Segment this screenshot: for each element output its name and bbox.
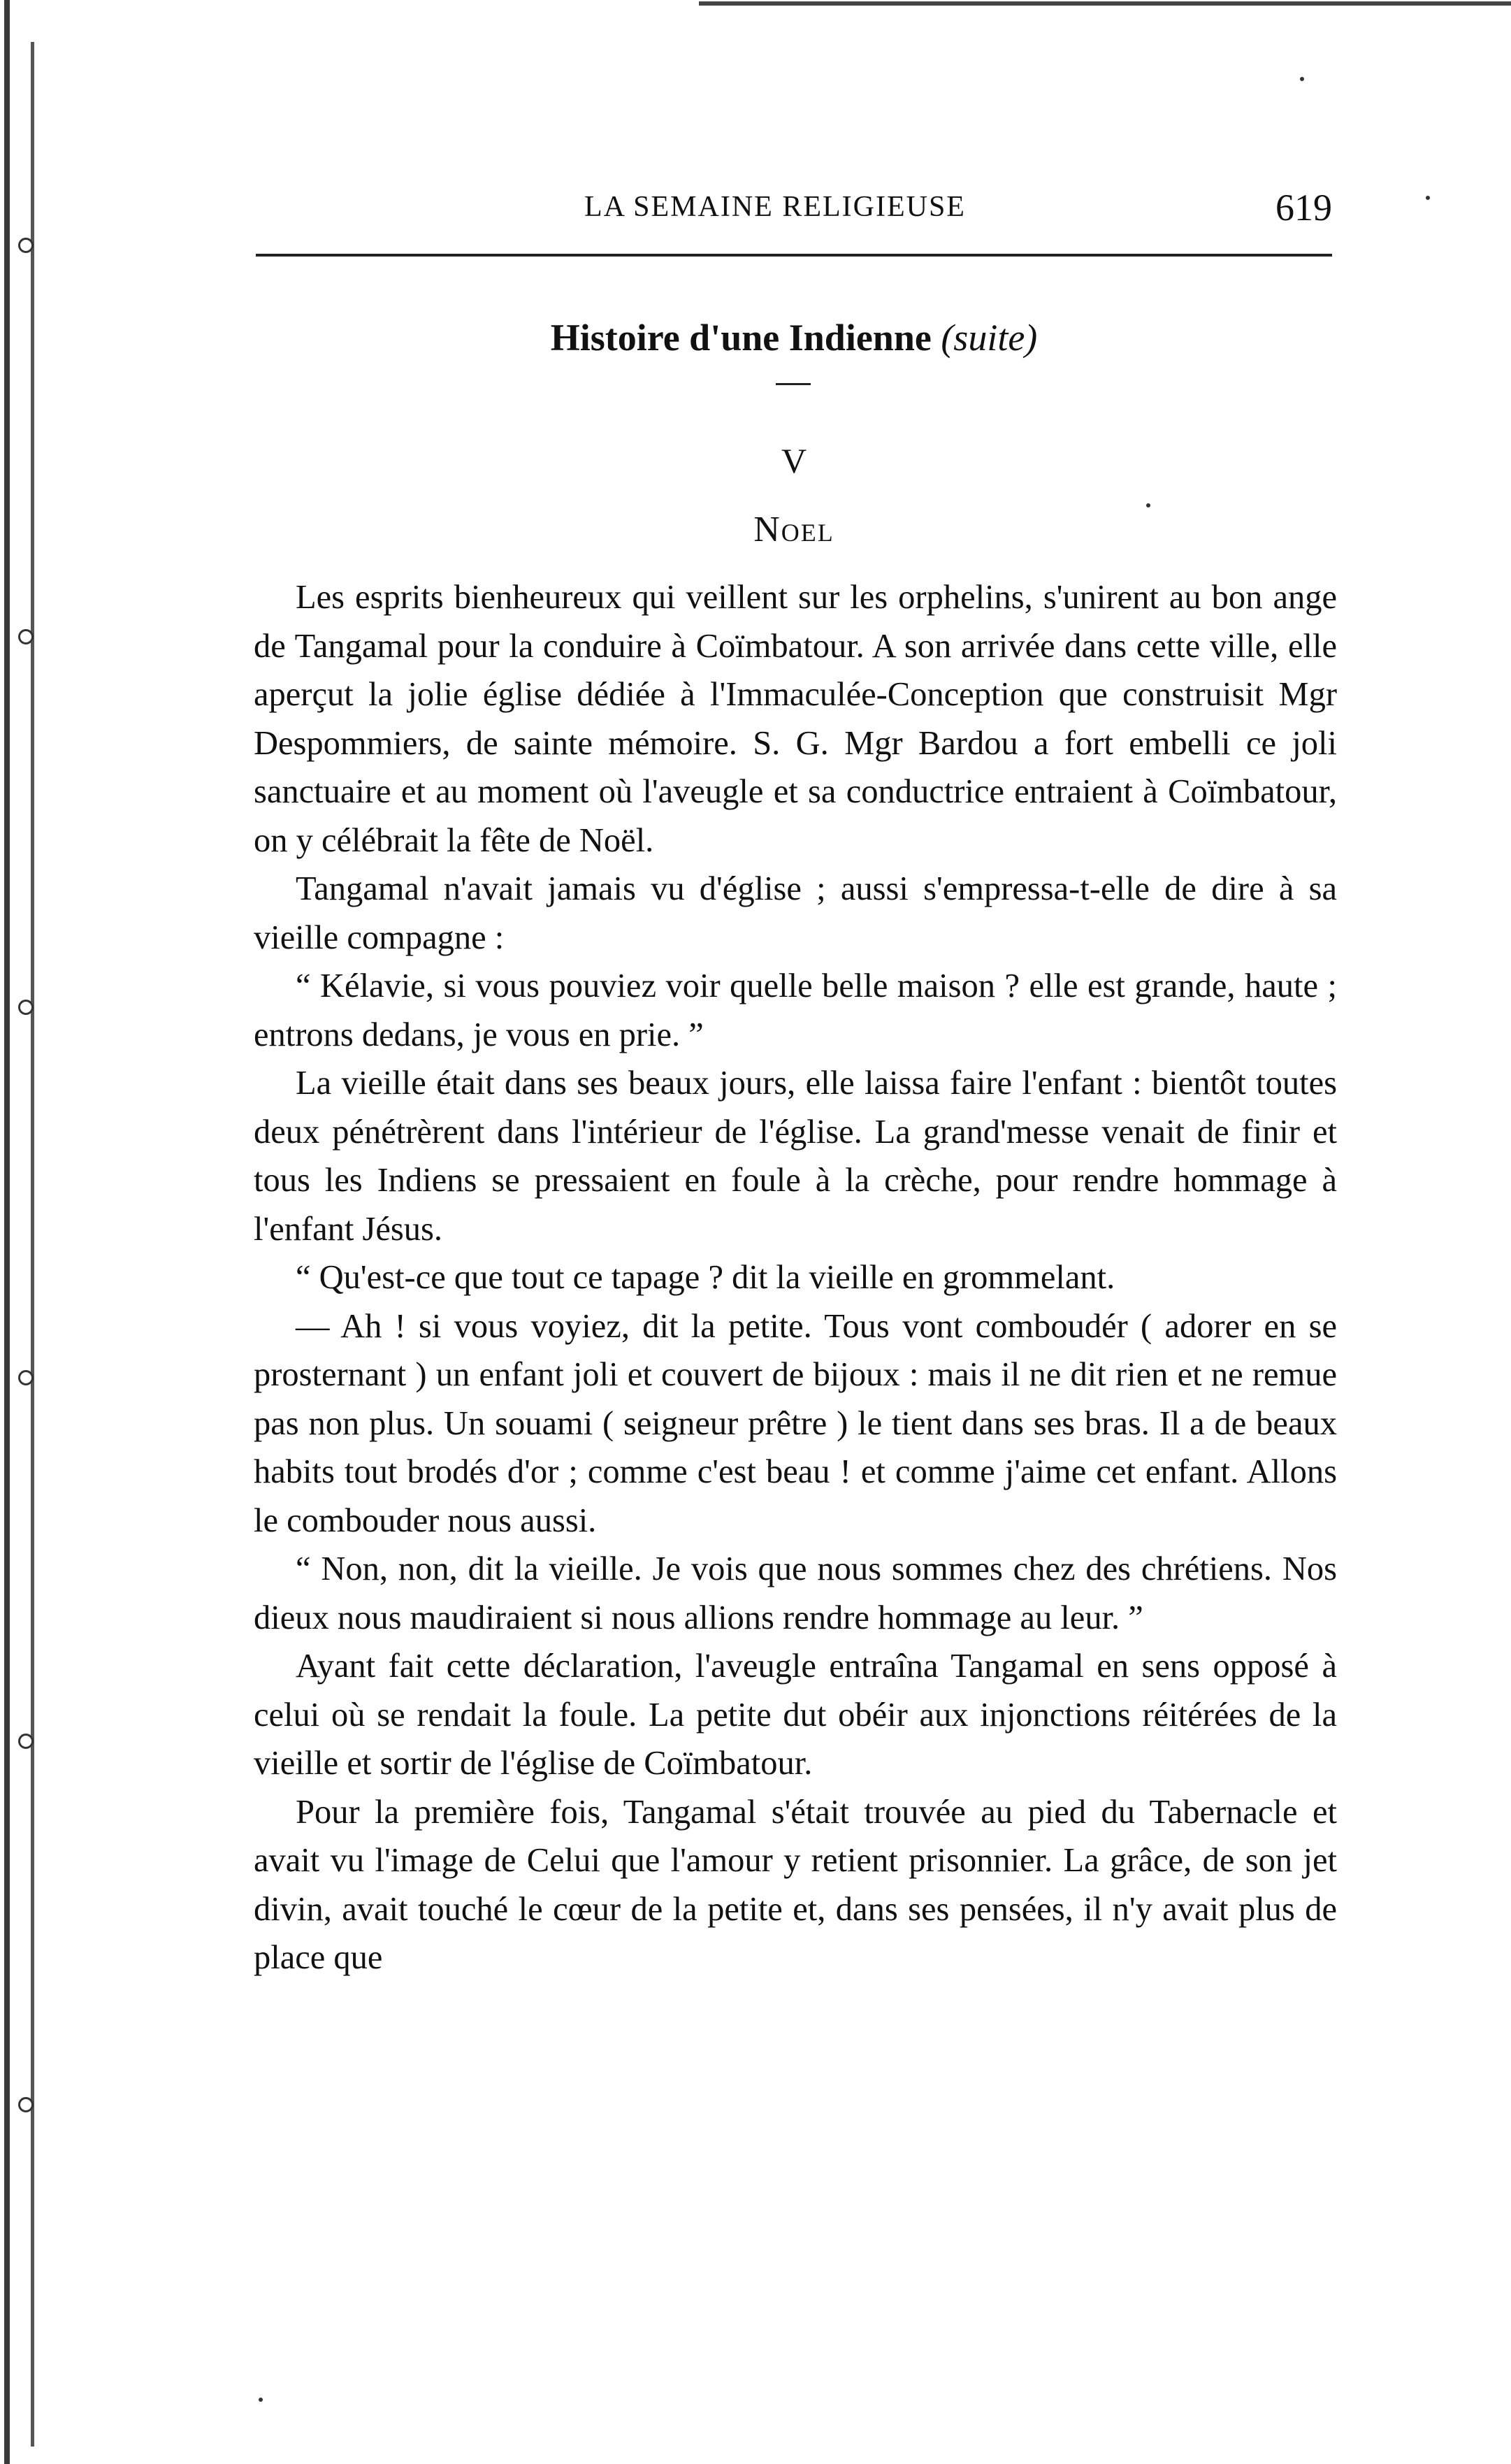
scan-left-edge — [0, 0, 63, 2464]
page-number: 619 — [1275, 187, 1332, 229]
paragraph: La vieille était dans ses beaux jours, elle laissa faire l'enfant : bientôt toutes deux pénétrèrent dans l'intérieur de l'église. La grand'messe venait de finir et tous les Indiens se pressaient en foule à la crèche, pour rendre hommage à l'enfant Jésus. — [254, 1065, 1337, 1248]
article-title — [256, 316, 1332, 359]
scan-speck — [1300, 77, 1304, 81]
paragraph: “ Qu'est-ce que tout ce tapage ? dit la vieille en grommelant. — [296, 1259, 1115, 1296]
scan-speck — [1146, 503, 1150, 507]
binding-hole — [18, 238, 34, 253]
chapter-title: Noel — [753, 510, 834, 549]
binding-hole — [18, 2097, 34, 2112]
scan-top-edge — [699, 1, 1511, 6]
paragraph: — Ah ! si vous voyiez, dit la petite. Tous vont comboudér ( adorer en se prosternant ) un enfant joli et couvert de bijoux : mais il ne dit rien et ne remue pas non plus. Un souami ( seigneur prêtre ) le tient dans ses bras. Il a de beaux habits tout brodés d'or ; comme c'est beau ! et comme j'aime cet enfant. Allons le combouder nous aussi. — [254, 1307, 1337, 1539]
binding-hole — [18, 1000, 34, 1015]
binding-hole — [18, 1370, 34, 1385]
chapter-number: V — [781, 441, 807, 480]
binding-hole — [18, 629, 34, 644]
binding-shadow — [4, 0, 10, 2464]
article-title-suffix: (suite) — [941, 317, 1038, 359]
title-dash — [776, 383, 811, 385]
paragraph: “ Non, non, dit la vieille. Je vois que nous sommes chez des chrétiens. Nos dieux nous maudiraient si nous allions rendre hommage au leur. ” — [254, 1550, 1337, 1636]
running-title: LA SEMAINE RELIGIEUSE — [584, 191, 966, 223]
paragraph: Les esprits bienheureux qui veillent sur les orphelins, s'unirent au bon ange de Tangamal pour la conduire à Coïmbatour. A son arrivée dans cette ville, elle aperçut la jolie église dédiée à l'Immaculée-Conception que construisit Mgr Despommiers, de sainte mémoire. S. G. Mgr Bardou a fort embelli ce joli sanctuaire et au moment où l'aveugle et sa conductrice entraient à Coïmbatour, on y célébrait la fête de Noël. — [254, 579, 1337, 859]
binding-line — [31, 42, 34, 2447]
paragraph: Ayant fait cette déclaration, l'aveugle entraîna Tangamal en sens opposé à celui où se rendait la foule. La petite dut obéir aux injonctions réitérées de la vieille et sortir de l'église de Coïmbatour. — [254, 1648, 1337, 1782]
paragraph: Pour la première fois, Tangamal s'était trouvée au pied du Tabernacle et avait vu l'image de Celui que l'amour y retient prisonnier. La grâce, de son jet divin, avait touché le cœur de la petite et, dans ses pensées, il n'y avait plus de place que — [254, 1793, 1337, 1976]
article-title-text: Histoire d'une Indienne — [550, 317, 932, 359]
scan-speck — [1426, 196, 1430, 200]
body-text — [254, 573, 1337, 1982]
running-head — [256, 187, 1332, 232]
header-rule — [256, 254, 1332, 257]
binding-hole — [18, 1734, 34, 1749]
scan-speck — [259, 2398, 263, 2402]
paragraph: Tangamal n'avait jamais vu d'église ; aussi s'empressa-t-elle de dire à sa vieille compagne : — [254, 870, 1337, 956]
paragraph: “ Kélavie, si vous pouviez voir quelle belle maison ? elle est grande, haute ; entrons dedans, je vous en prie. ” — [254, 967, 1337, 1053]
